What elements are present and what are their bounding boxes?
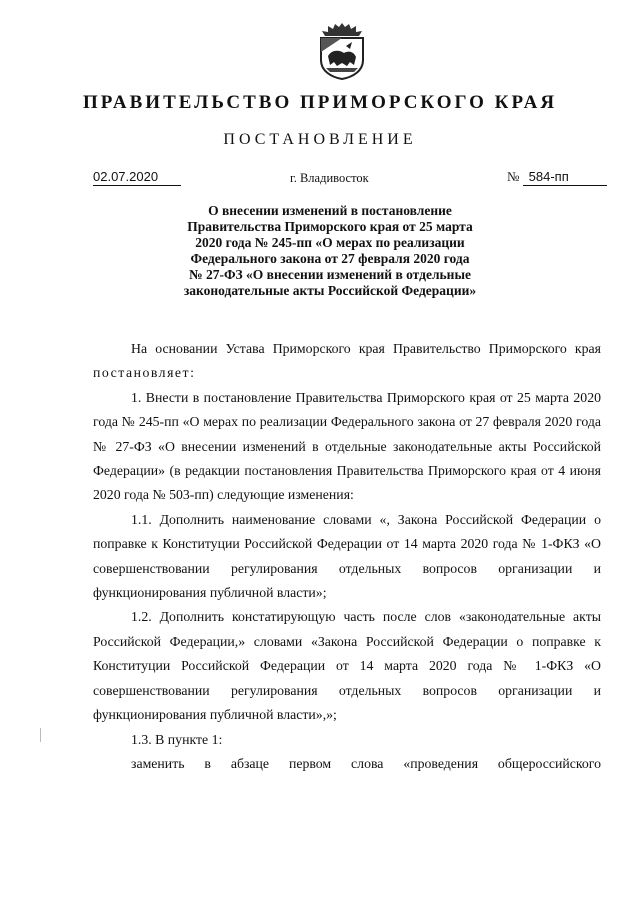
- preamble-text: На основании Устава Приморского края Правительство Приморского края: [131, 341, 601, 356]
- document-body: [93, 337, 601, 776]
- document-city: г. Владивосток: [290, 171, 369, 185]
- title-line: 2020 года № 245-пп «О мерах по реализации: [195, 235, 465, 250]
- document-title: [150, 203, 510, 299]
- paragraph-item-1-3-text: заменить в абзаце первом слова «проведения общероссийского: [131, 755, 601, 771]
- paragraph-preamble: [93, 337, 601, 386]
- document-type: ПОСТАНОВЛЕНИЕ: [223, 131, 417, 148]
- title-line: № 27-ФЗ «О внесении изменений в отдельные: [189, 267, 471, 282]
- paragraph-item-1: 1. Внести в постановление Правительства Приморского края от 25 марта 2020 года № 245-пп «О мерах по реализации Федерального закона от 27 февраля 2020 года № 27-ФЗ «О внесении изменений в отдельные законодательные акты Российской Федерации» (в редакции постановления Правительства Приморского края от 4 июня 2020 года № 503-пп) следующие изменения:: [93, 389, 601, 503]
- primorsky-krai-coat-of-arms-icon: [316, 22, 368, 80]
- paragraph-item-1-3: 1.3. В пункте 1:: [131, 731, 223, 747]
- title-line: законодательные акты Российской Федерации»: [183, 283, 477, 298]
- government-name: ПРАВИТЕЛЬСТВО ПРИМОРСКОГО КРАЯ: [82, 92, 558, 113]
- preamble-colon: :: [190, 365, 194, 381]
- title-line: Федерального закона от 27 февраля 2020 года: [190, 251, 470, 266]
- title-line: О внесении изменений в постановление: [208, 203, 452, 218]
- document-date: 02.07.2020: [93, 169, 181, 186]
- number-value: 584-пп: [523, 169, 607, 186]
- paragraph-item-1-2: 1.2. Дополнить констатирующую часть после слов «законодательные акты Российской Федерации,» словами «Закона Российской Федерации о поправке к Конституции Российской Федерации от 14 марта 2020 года № 1-ФКЗ «О совершенствовании регулирования отдельных вопросов организации и функционирования публичной власти»,»;: [93, 609, 601, 723]
- number-sign: №: [507, 169, 520, 184]
- title-line: Правительства Приморского края от 25 марта: [187, 219, 473, 234]
- margin-mark: [40, 728, 41, 742]
- paragraph-item-1-1: 1.1. Дополнить наименование словами «, Закона Российской Федерации о поправке к Конституции Российской Федерации от 14 марта 2020 года № 1-ФКЗ «О совершенствовании регулирования отдельных вопросов организации и функционирования публичной власти»;: [93, 511, 601, 601]
- document-number: [507, 169, 607, 186]
- preamble-keyword: постановляет: [93, 365, 191, 381]
